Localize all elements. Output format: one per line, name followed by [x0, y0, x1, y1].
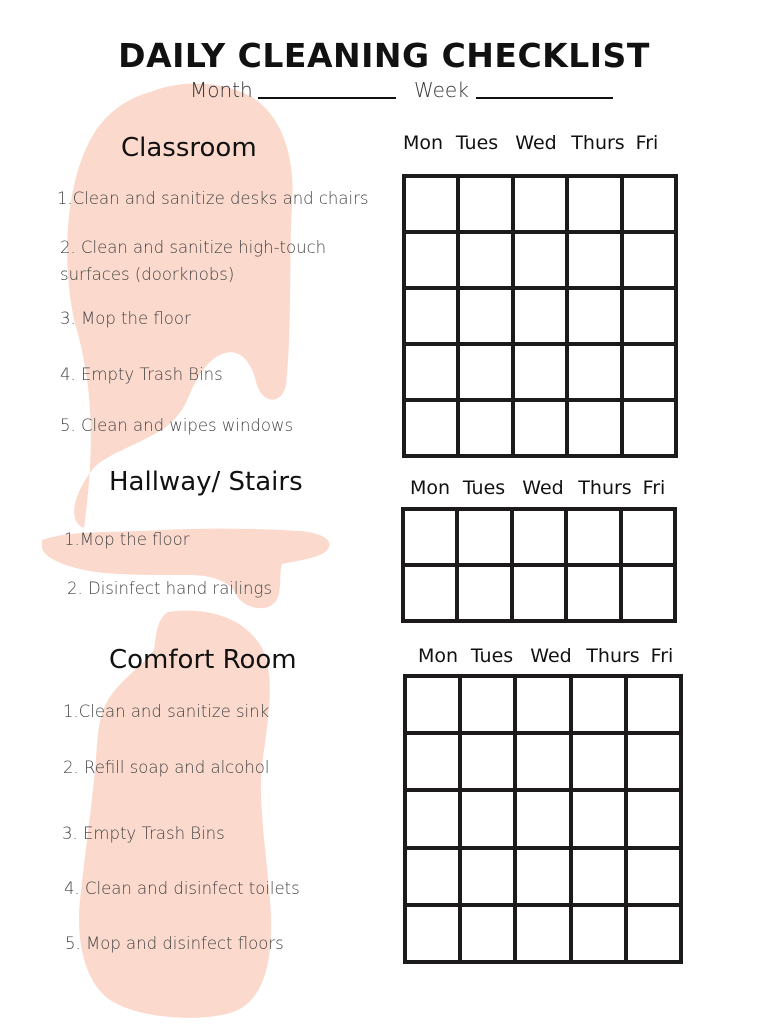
- day-header-thurs: Thurs: [586, 645, 640, 667]
- day-header-fri: Fri: [650, 645, 674, 667]
- checkbox-cell-fri-task-1[interactable]: [628, 678, 683, 735]
- day-header-mon: Mon: [409, 477, 451, 499]
- checkbox-cell-thurs-task-1[interactable]: [568, 511, 622, 567]
- checkbox-cell-thurs-task-2[interactable]: [573, 735, 628, 792]
- checklist-grid-classroom: [402, 174, 678, 458]
- checkbox-cell-thurs-task-3[interactable]: [569, 290, 623, 346]
- checkbox-cell-wed-task-5[interactable]: [515, 402, 569, 458]
- day-header-fri: Fri: [635, 132, 659, 154]
- checkbox-cell-tues-task-4[interactable]: [462, 850, 517, 907]
- checkbox-cell-mon-task-4[interactable]: [406, 346, 460, 402]
- task-item: 1.Clean and sanitize sink: [63, 702, 270, 721]
- day-header-tues: Tues: [462, 477, 506, 499]
- checkbox-cell-tues-task-1[interactable]: [460, 178, 514, 234]
- page-title: DAILY CLEANING CHECKLIST: [118, 36, 650, 75]
- day-header-thurs: Thurs: [578, 477, 632, 499]
- checkbox-cell-tues-task-1[interactable]: [462, 678, 517, 735]
- checkbox-cell-thurs-task-1[interactable]: [573, 678, 628, 735]
- section-title-comfort-room: Comfort Room: [109, 645, 297, 675]
- week-input-line[interactable]: [476, 97, 613, 99]
- day-header-wed: Wed: [522, 477, 564, 499]
- checkbox-cell-thurs-task-3[interactable]: [573, 792, 628, 849]
- day-header-tues: Tues: [455, 132, 499, 154]
- checkbox-cell-tues-task-4[interactable]: [460, 346, 514, 402]
- checkbox-cell-mon-task-1[interactable]: [406, 178, 460, 234]
- task-item: 2. Refill soap and alcohol: [63, 758, 270, 777]
- month-label: Month: [190, 78, 253, 102]
- task-item: 4. Clean and disinfect toilets: [64, 879, 300, 898]
- task-item: 2. Disinfect hand railings: [67, 579, 273, 598]
- task-item: 1.Mop the floor: [64, 530, 190, 549]
- checkbox-cell-wed-task-5[interactable]: [517, 907, 572, 964]
- section-title-hallway-stairs: Hallway/ Stairs: [109, 467, 303, 497]
- day-header-wed: Wed: [530, 645, 572, 667]
- checkbox-cell-wed-task-4[interactable]: [517, 850, 572, 907]
- checkbox-cell-fri-task-4[interactable]: [624, 346, 678, 402]
- checkbox-cell-tues-task-2[interactable]: [460, 234, 514, 290]
- checkbox-cell-wed-task-1[interactable]: [514, 511, 568, 567]
- checkbox-cell-thurs-task-4[interactable]: [569, 346, 623, 402]
- checkbox-cell-mon-task-5[interactable]: [407, 907, 462, 964]
- day-header-fri: Fri: [642, 477, 666, 499]
- checkbox-cell-fri-task-5[interactable]: [628, 907, 683, 964]
- checkbox-cell-mon-task-1[interactable]: [405, 511, 459, 567]
- checkbox-cell-tues-task-3[interactable]: [460, 290, 514, 346]
- checkbox-cell-mon-task-2[interactable]: [405, 567, 459, 623]
- task-item: 3. Empty Trash Bins: [62, 824, 225, 843]
- checkbox-cell-thurs-task-2[interactable]: [569, 234, 623, 290]
- checkbox-cell-mon-task-3[interactable]: [407, 792, 462, 849]
- checkbox-cell-tues-task-2[interactable]: [459, 567, 513, 623]
- checkbox-cell-thurs-task-1[interactable]: [569, 178, 623, 234]
- checkbox-cell-fri-task-4[interactable]: [628, 850, 683, 907]
- checkbox-cell-wed-task-2[interactable]: [515, 234, 569, 290]
- checkbox-cell-tues-task-3[interactable]: [462, 792, 517, 849]
- day-header-tues: Tues: [470, 645, 514, 667]
- day-header-mon: Mon: [402, 132, 444, 154]
- checkbox-cell-wed-task-1[interactable]: [515, 178, 569, 234]
- task-item: 2. Clean and sanitize high-touch surfaces (doorknobs): [60, 238, 327, 284]
- checkbox-cell-fri-task-2[interactable]: [623, 567, 677, 623]
- checkbox-cell-fri-task-2[interactable]: [628, 735, 683, 792]
- day-header-mon: Mon: [417, 645, 459, 667]
- section-title-classroom: Classroom: [121, 133, 257, 163]
- checkbox-cell-wed-task-4[interactable]: [515, 346, 569, 402]
- checkbox-cell-wed-task-1[interactable]: [517, 678, 572, 735]
- week-label: Week: [414, 78, 469, 102]
- checkbox-cell-fri-task-1[interactable]: [623, 511, 677, 567]
- checkbox-cell-tues-task-2[interactable]: [462, 735, 517, 792]
- checkbox-cell-mon-task-2[interactable]: [406, 234, 460, 290]
- checkbox-cell-mon-task-3[interactable]: [406, 290, 460, 346]
- checkbox-cell-fri-task-1[interactable]: [624, 178, 678, 234]
- month-input-line[interactable]: [258, 97, 396, 99]
- checklist-grid-hallway-stairs: [401, 507, 677, 623]
- checkbox-cell-thurs-task-2[interactable]: [568, 567, 622, 623]
- checkbox-cell-mon-task-2[interactable]: [407, 735, 462, 792]
- checkbox-cell-thurs-task-5[interactable]: [569, 402, 623, 458]
- task-item: 1.Clean and sanitize desks and chairs: [57, 189, 369, 208]
- task-item: 5. Mop and disinfect floors: [65, 934, 284, 953]
- checkbox-cell-mon-task-1[interactable]: [407, 678, 462, 735]
- day-header-wed: Wed: [515, 132, 557, 154]
- task-item: 4. Empty Trash Bins: [60, 365, 223, 384]
- checkbox-cell-wed-task-2[interactable]: [517, 735, 572, 792]
- checkbox-cell-wed-task-3[interactable]: [515, 290, 569, 346]
- checkbox-cell-fri-task-2[interactable]: [624, 234, 678, 290]
- day-header-thurs: Thurs: [571, 132, 625, 154]
- checkbox-cell-mon-task-5[interactable]: [406, 402, 460, 458]
- task-item: 5. Clean and wipes windows: [60, 416, 294, 435]
- checklist-grid-comfort-room: [403, 674, 683, 964]
- checkbox-cell-wed-task-3[interactable]: [517, 792, 572, 849]
- task-item: 3. Mop the floor: [60, 309, 191, 328]
- checkbox-cell-thurs-task-5[interactable]: [573, 907, 628, 964]
- checkbox-cell-fri-task-3[interactable]: [624, 290, 678, 346]
- checkbox-cell-tues-task-1[interactable]: [459, 511, 513, 567]
- checkbox-cell-thurs-task-4[interactable]: [573, 850, 628, 907]
- checkbox-cell-tues-task-5[interactable]: [460, 402, 514, 458]
- checkbox-cell-tues-task-5[interactable]: [462, 907, 517, 964]
- checkbox-cell-fri-task-5[interactable]: [624, 402, 678, 458]
- checkbox-cell-mon-task-4[interactable]: [407, 850, 462, 907]
- checkbox-cell-wed-task-2[interactable]: [514, 567, 568, 623]
- checkbox-cell-fri-task-3[interactable]: [628, 792, 683, 849]
